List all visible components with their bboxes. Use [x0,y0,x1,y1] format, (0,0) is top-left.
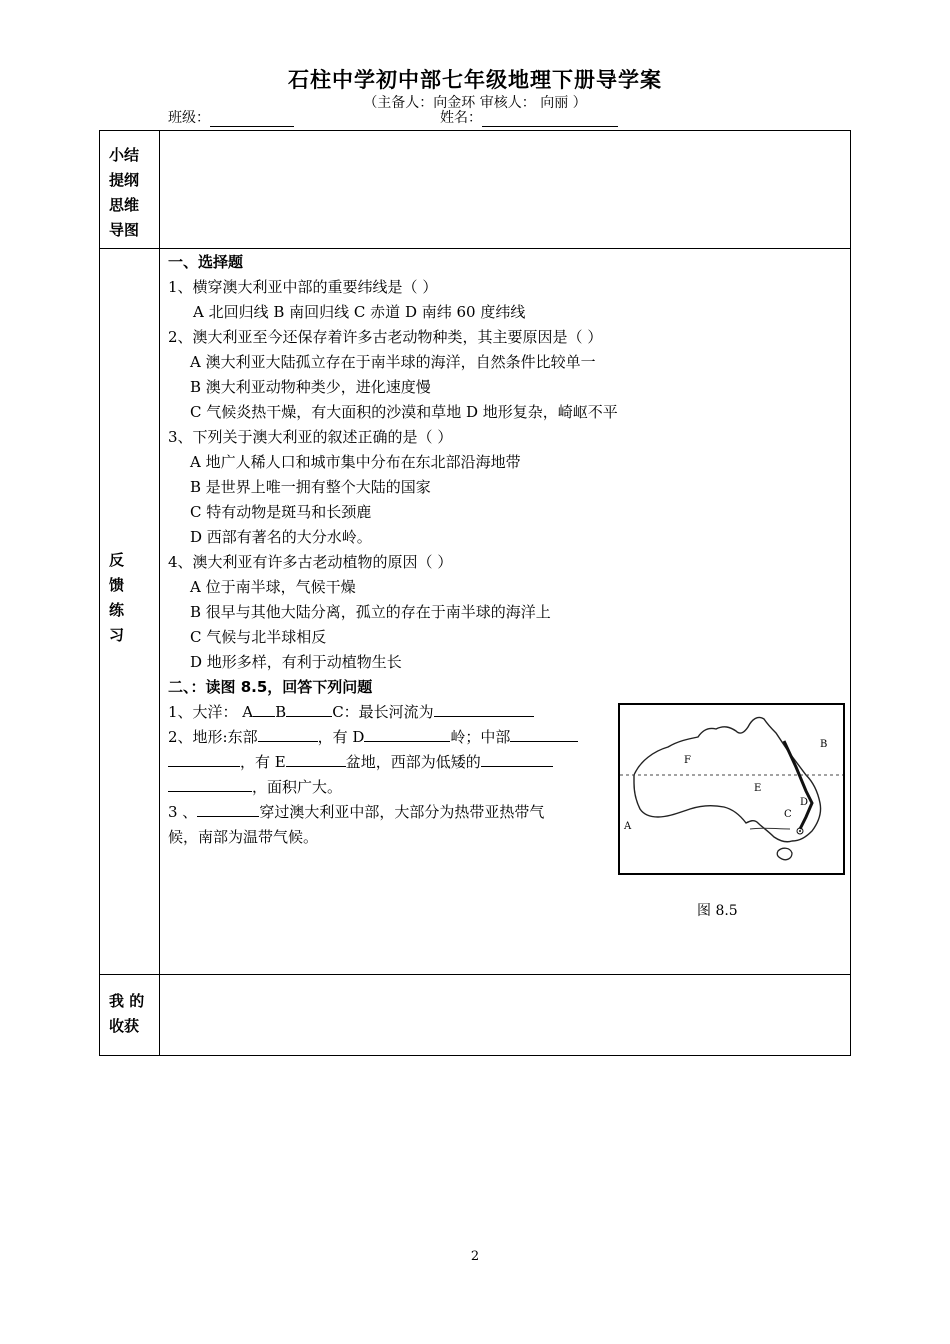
terrain-d-label: ，有 D [317,728,365,746]
name-blank[interactable] [482,112,618,127]
gain-label-line: 我 的 [109,992,145,1010]
blank-terrain-middle-cont[interactable] [168,750,240,767]
blank-terrain-east[interactable] [258,725,318,742]
question-4-option-a: A 位于南半球，气候干燥 [190,578,356,596]
question-3-option-a: A 地广人稀人口和城市集中分布在东北部沿海地带 [190,453,521,471]
question-2: 2、澳大利亚至今还保存着许多古老动物种类，其主要原因是（ ） [168,328,603,346]
blank-basin-e[interactable] [286,750,346,767]
map-label-b: B [820,739,828,750]
map-label-e: E [754,783,762,794]
q3-label: 3 、 [168,803,198,821]
page-title: 石柱中学初中部七年级地理下册导学案 [288,68,662,92]
question-3: 3、下列关于澳大利亚的叙述正确的是（ ） [168,428,453,446]
map-label-c: C [784,809,792,820]
question-3-option-b: B 是世界上唯一拥有整个大陆的国家 [190,478,431,496]
map-caption: 图 8.5 [697,903,738,919]
question-3-option-c: C 特有动物是斑马和长颈鹿 [190,503,372,521]
practice-label-cell [100,249,160,975]
city-marker-dot [799,830,801,832]
summary-label-line: 思维 [109,196,140,214]
blank-terrain-middle[interactable] [510,725,578,742]
area-label: ，面积广大。 [252,778,343,796]
tasmania-outline [777,848,792,860]
question-2-option-b: B 澳大利亚动物种类少，进化速度慢 [190,378,431,396]
summary-content-cell[interactable] [160,131,851,249]
gain-content-cell[interactable] [160,975,851,1056]
terrain-middle-label: 岭；中部 [450,728,511,746]
summary-label-line: 提纲 [109,171,140,189]
map-label-f: F [684,755,691,766]
ocean-b-label: B [275,703,287,721]
terrain-east-label: 2、地形:东部 [168,728,258,746]
blank-west[interactable] [481,750,553,767]
worksheet-table [99,130,851,1056]
part1-heading: 一、选择题 [168,253,244,271]
river-line [750,828,790,829]
part2-heading: 二、：读图 8.5，回答下列问题 [168,678,373,696]
gain-label-line: 收获 [109,1017,140,1035]
name-field [440,107,618,127]
page-subtitle: （主备人：向金环 审核人： 向丽 ） [363,95,587,111]
blank-west-cont[interactable] [168,775,252,792]
question-4: 4、澳大利亚有许多古老动植物的原因（ ） [168,553,453,571]
question-2-option-a: A 澳大利亚大陆孤立存在于南半球的海洋，自然条件比较单一 [190,353,596,371]
question-4-option-b: B 很早与其他大陆分离，孤立的存在于南半球的海洋上 [190,603,551,621]
summary-label-cell [100,131,160,249]
west-label: 盆地，西部为低矮的 [345,753,481,771]
question-4-option-c: C 气候与北半球相反 [190,628,327,646]
map-label-a: A [624,821,632,832]
practice-label-line: 反 [109,550,125,569]
question-1: 1、横穿澳大利亚中部的重要纬线是（ ） [168,278,438,296]
class-blank[interactable] [210,112,294,127]
blank-latitude[interactable] [197,800,259,817]
basin-e-label: ，有 E [240,753,286,771]
gain-label-cell [100,975,160,1056]
ocean-a-label: 1、大洋： A [168,703,254,721]
question-1-options: A 北回归线 B 南回归线 C 赤道 D 南纬 60 度纬线 [193,303,526,321]
blank-terrain-d[interactable] [364,725,450,742]
map-label-d: D [800,797,809,808]
australia-map [618,703,845,875]
practice-label-line: 馈 [109,575,125,594]
australia-map-image [620,705,843,873]
blank-river[interactable] [434,700,534,717]
name-label: 姓名： [440,110,482,126]
summary-label-line: 小结 [109,146,140,164]
blank-ocean-a[interactable] [253,700,275,717]
class-field [168,107,294,127]
river-label: C：最长河流为 [332,703,434,721]
question-2-options-cd: C 气候炎热干燥，有大面积的沙漠和草地 D 地形复杂，崎岖不平 [190,403,618,421]
page-number: 2 [470,1249,480,1264]
blank-ocean-b[interactable] [286,700,332,717]
part2-line-6: 候，南部为温带气候。 [168,828,319,846]
mainland-outline [634,717,821,841]
q3-text: 穿过澳大利亚中部，大部分为热带亚热带气 [259,803,545,821]
summary-label-line: 导图 [109,221,140,239]
practice-label-line: 练 [109,600,125,619]
question-4-option-d: D 地形多样，有利于动植物生长 [190,653,402,671]
question-3-option-d: D 西部有著名的大分水岭。 [190,528,372,546]
class-label: 班级： [168,110,210,126]
practice-label-line: 习 [109,625,125,644]
